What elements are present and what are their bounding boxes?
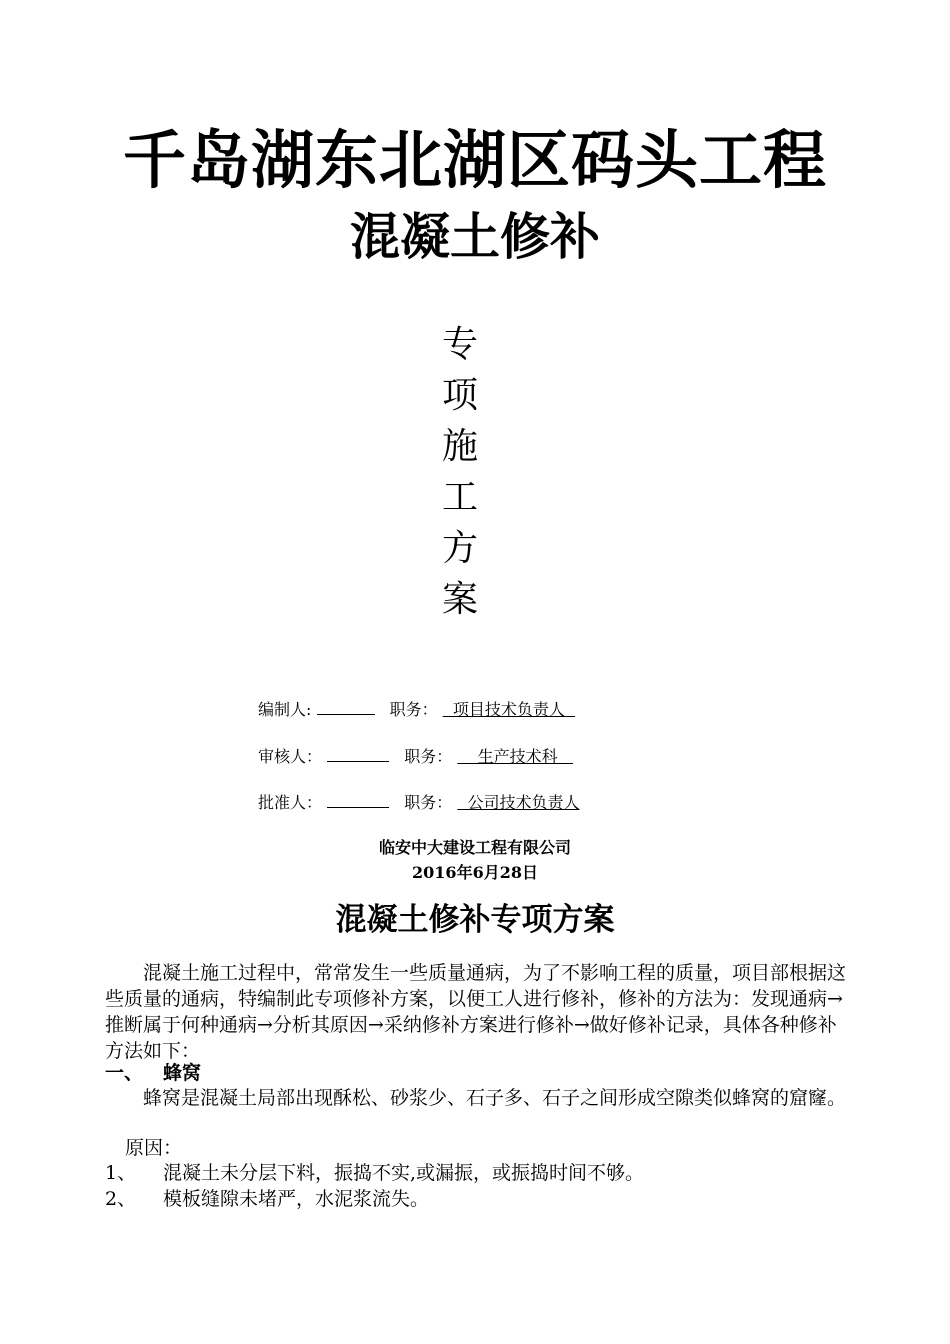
section-definition: 蜂窝是混凝土局部出现酥松、砂浆少、石子多、石子之间形成空隙类似蜂窝的窟窿。	[143, 1087, 847, 1109]
cause-label: 原因：	[125, 1137, 183, 1159]
duty-label: 职务：	[404, 747, 453, 766]
cause-number: 1、	[105, 1162, 137, 1184]
cause-text: 混凝土未分层下料，振捣不实,或漏振，或振捣时间不够。	[163, 1162, 645, 1184]
vertical-title-char: 施	[441, 426, 478, 467]
vertical-title-char: 工	[441, 477, 478, 518]
vertical-title-char: 方	[441, 528, 478, 569]
cause-number: 2、	[105, 1188, 137, 1210]
signature-blank	[327, 745, 389, 762]
section-number: 一、	[105, 1062, 144, 1084]
vertical-title-char: 项	[441, 375, 478, 416]
signature-blank	[327, 791, 389, 808]
signature-label: 编制人:	[258, 700, 312, 719]
section-heading	[105, 1060, 850, 1086]
vertical-title-char: 案	[441, 579, 478, 620]
cause-item	[105, 1186, 850, 1212]
company-name: 临安中大建设工程有限公司	[378, 838, 571, 857]
duty-label: 职务：	[404, 793, 453, 812]
signature-row-approver	[258, 791, 580, 814]
document-date: 2016年6月28日	[412, 863, 538, 882]
document-title: 混凝土修补专项方案	[335, 902, 615, 938]
cause-item	[105, 1160, 850, 1186]
signature-blank	[317, 698, 375, 715]
signature-label: 审核人：	[258, 747, 323, 766]
duty-value: 生产技术科	[457, 747, 573, 766]
signature-row-reviewer	[258, 745, 573, 768]
cover-title-line1: 千岛湖东北湖区码头工程	[123, 124, 827, 197]
duty-label: 职务：	[389, 700, 438, 719]
signature-label: 批准人：	[258, 793, 323, 812]
intro-paragraph: 混凝土施工过程中，常常发生一些质量通病，为了不影响工程的质量，项目部根据这些质量的通病，特编制此专项修补方案，以便工人进行修补，修补的方法为：发现通病→推断属于何种通病→分析其原因→采纳修补方案进行修补→做好修补记录，具体各种修补方法如下：	[105, 962, 847, 1062]
section-title: 蜂窝	[163, 1062, 202, 1084]
duty-value: 项目技术负责人	[442, 700, 576, 719]
duty-value: 公司技术负责人	[457, 793, 580, 812]
vertical-title-char: 专	[441, 324, 478, 365]
cover-title-line2: 混凝土修补	[350, 208, 600, 266]
cause-text: 模板缝隙未堵严，水泥浆流失。	[163, 1188, 430, 1210]
signature-row-preparer	[258, 698, 575, 721]
